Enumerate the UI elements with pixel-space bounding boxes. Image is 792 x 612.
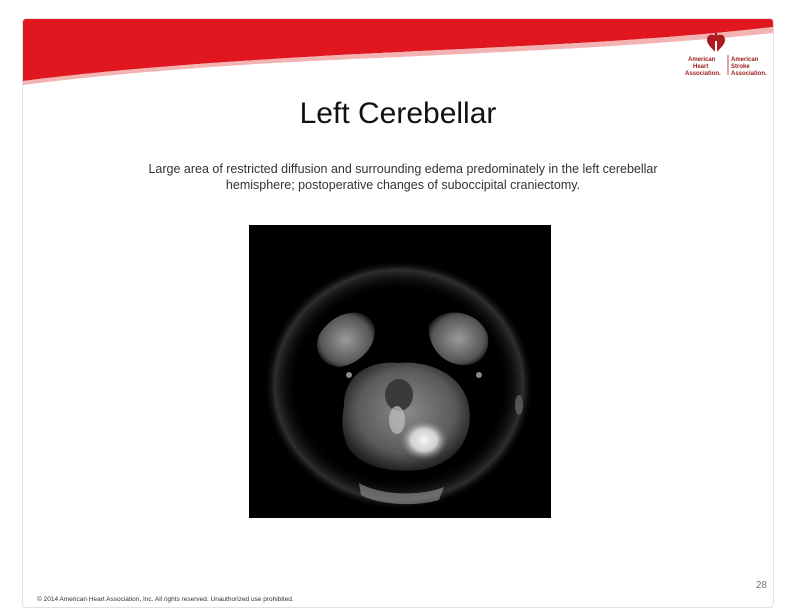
heart-torch-icon: [707, 32, 725, 53]
mri-scan-image: [249, 225, 551, 518]
caption-line-2: hemisphere; postoperative changes of suboccipital craniectomy.: [225, 178, 581, 192]
caption-line-1: Large area of restricted diffusion and surrounding edema predominately in the left cerebellar: [148, 162, 658, 176]
logo-left-line-2: Heart: [693, 64, 709, 70]
logo-right-line-1: American: [731, 57, 759, 63]
red-banner: [23, 19, 773, 89]
logo-left-line-3: Association.: [685, 71, 721, 77]
slide: [22, 18, 774, 608]
slide-title: Left Cerebellar: [299, 97, 497, 130]
page-number: 28: [755, 580, 767, 591]
logo-right-line-3: Association.: [731, 71, 767, 77]
logo-right-line-2: Stroke: [731, 64, 750, 70]
copyright-footer: © 2014 American Heart Association, Inc. All rights reserved. Unauthorized use prohibited.: [37, 596, 294, 603]
logo-left-line-1: American: [688, 57, 716, 63]
aha-asa-logo: [683, 29, 773, 77]
slide-caption: [93, 161, 713, 193]
